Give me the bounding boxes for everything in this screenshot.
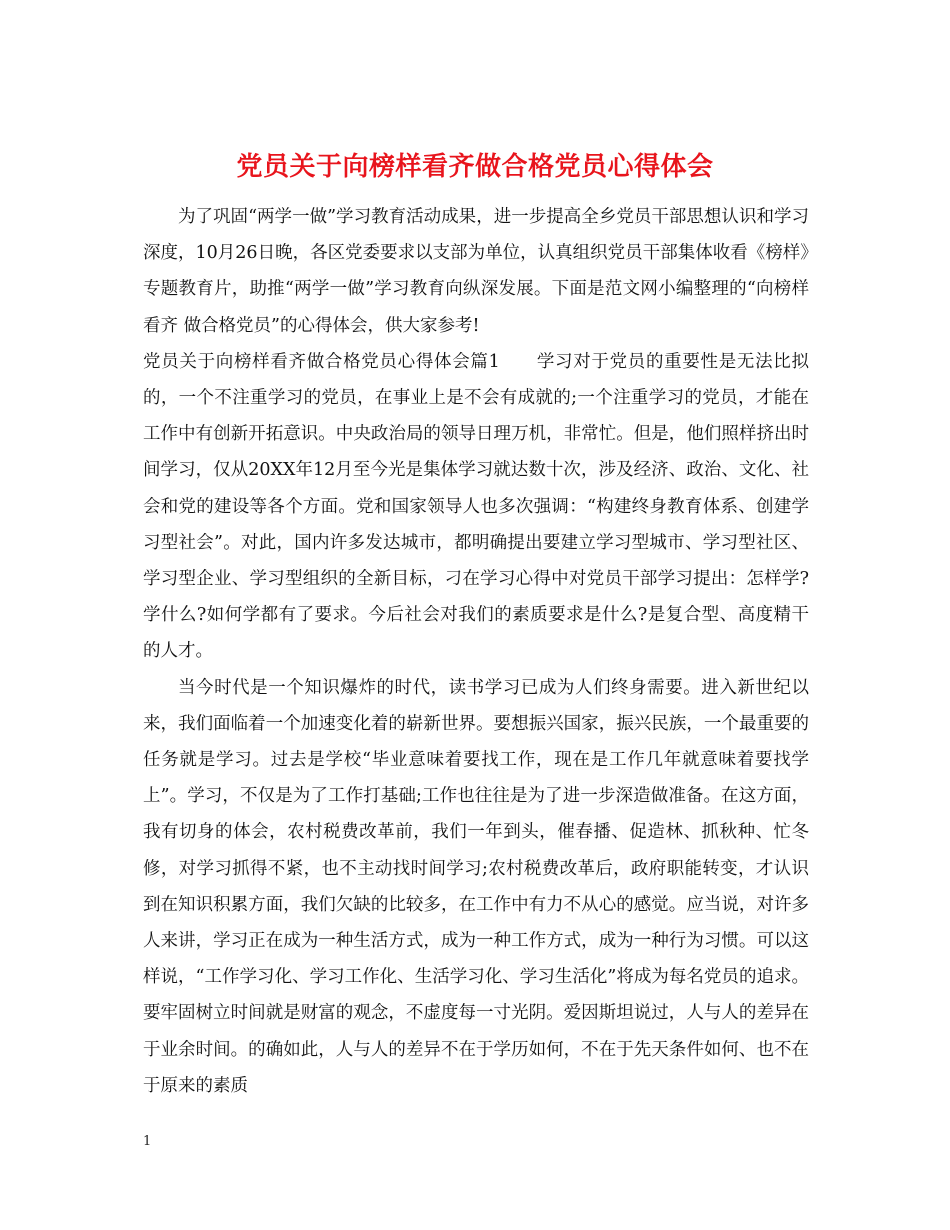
paragraph-section-1: 党员关于向榜样看齐做合格党员心得体会篇1 学习对于党员的重要性是无法比拟的，一个不注重学习的党员，在事业上是不会有成就的;一个注重学习的党员，才能在工作中有创新开拓意识。中央政治局的领导日理万机，非常忙。但是，他们照样挤出时间学习，仅从20XX年12月至今光是集体学习就达数十次，涉及经济、政治、文化、社会和党的建设等各个方面。党和国家领导人也多次强调：“构建终身教育体系、创建学习型社会”。对此，国内许多发达城市，都明确提出要建立学习型城市、学习型社区、学习型企业、学习型组织的全新目标，刁在学习心得中对党员干部学习提出：怎样学?学什么?如何学都有了要求。今后社会对我们的素质要求是什么?是复合型、高度精干的人才。 [143, 351, 809, 662]
paragraph-era: 当今时代是一个知识爆炸的时代，读书学习已成为人们终身需要。进入新世纪以来，我们面临着一个加速变化着的崭新世界。要想振兴国家，振兴民族，一个最重要的任务就是学习。过去是学校“毕业意味着要找工作，现在是工作几年就意味着要找学上”。学习，不仅是为了工作打基础;工作也往往是为了进一步深造做准备。在这方面，我有切身的体会，农村税费改革前，我们一年到头，催春播、促造林、抓秋种、忙冬修，对学习抓得不紧，也不主动找时间学习;农村税费改革后，政府职能转变，才认识到在知识积累方面，我们欠缺的比较多，在工作中有力不从心的感觉。应当说，对许多人来讲，学习正在成为一种生活方式，成为一种工作方式，成为一种行为习惯。可以这样说，“工作学习化、学习工作化、生活学习化、学习生活化”将成为每名党员的追求。要牢固树立时间就是财富的观念，不虚度每一寸光阴。爱因斯坦说过，人与人的差异在于业余时间。的确如此，人与人的差异不在于学历如何，不在于先天条件如何、也不在于原来的素质 [143, 677, 809, 1096]
paragraph-intro: 为了巩固“两学一做”学习教育活动成果，进一步提高全乡党员干部思想认识和学习深度，10月26日晚，各区党委要求以支部为单位，认真组织党员干部集体收看《榜样》专题教育片，助推“两学一做”学习教育向纵深发展。下面是范文网小编整理的“向榜样看齐 做合格党员”的心得体会，供大家参考! [143, 207, 809, 336]
document-title: 党员关于向榜样看齐做合格党员心得体会 [236, 152, 714, 183]
page-number: 1 [143, 1134, 152, 1149]
document-body [143, 199, 809, 1104]
